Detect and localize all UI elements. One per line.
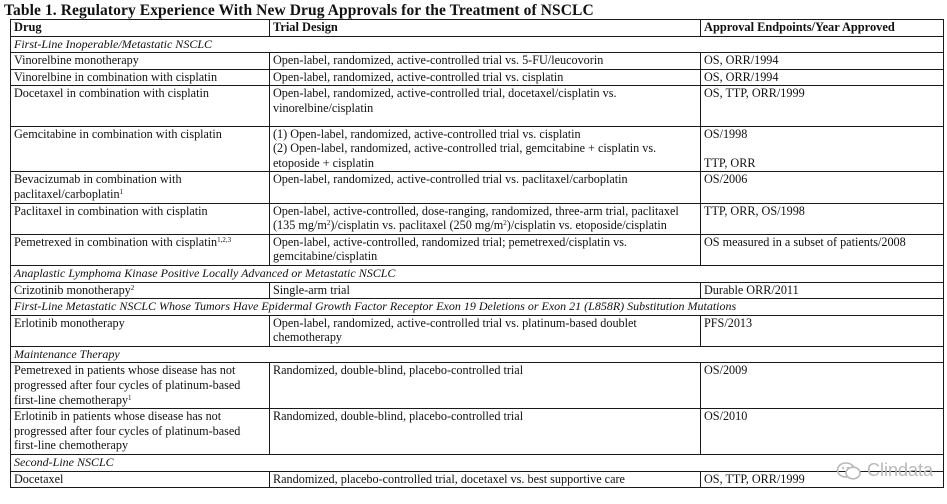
design-cell: Open-label, active-controlled, randomized trial; pemetrexed/cisplatin vs. gemcitabine/cisplatin [270,234,701,265]
approval-cell: OS, TTP, ORR/1999 [701,86,944,126]
footnote-marker: 2 [130,283,135,292]
header-drug: Drug [11,20,270,37]
design-cell: Open-label, randomized, active-controlled trial vs. paclitaxel/carboplatin [270,172,701,203]
design-text-c: )/cisplatin vs. etoposide/cisplatin [506,218,667,233]
approval-line-1: OS/1998 [704,126,748,141]
design-cell: Open-label, randomized, active-controlled trial vs. platinum-based doublet chemotherapy [270,315,701,346]
approval-line-2: TTP, ORR [704,155,756,170]
design-cell [270,126,701,172]
table-row [11,315,944,346]
footnote-marker: 1 [128,393,132,402]
table-row [11,363,944,409]
drug-cell: Vinorelbine monotherapy [11,53,270,70]
drug-cell: Erlotinib in patients whose disease has not progressed after four cycles of platinum-based first-line chemotherapy [11,409,270,455]
header-row [11,20,944,37]
header-trial-design: Trial Design [270,20,701,37]
drug-cell [11,282,270,299]
approval-cell: PFS/2013 [701,315,944,346]
design-cell [270,86,701,126]
section-egfr [11,299,944,316]
nsclc-approvals-table [10,19,944,488]
design-cell: Randomized, placebo-controlled trial, docetaxel vs. best supportive care [270,471,701,488]
table-row [11,69,944,86]
section-label: Second-Line NSCLC [11,455,944,472]
drug-text: Pemetrexed in patients whose disease has not progressed after four cycles of platinum-based first-line chemotherapy [14,363,241,407]
section-label: Anaplastic Lymphoma Kinase Positive Locally Advanced or Metastatic NSCLC [11,265,944,282]
approval-cell [701,126,944,172]
drug-cell [11,363,270,409]
table-row [11,172,944,203]
section-maintenance [11,346,944,363]
table-row [11,282,944,299]
section-second-line [11,455,944,472]
drug-text: Bevacizumab in combination with paclitaxel/carboplatin [14,172,182,201]
table-row [11,234,944,265]
design-cell: Single-arm trial [270,282,701,299]
chat-bubble-icon [836,461,862,481]
design-text-a: Open-label, active-controlled, dose-ranging, randomized, three-arm trial, paclitaxel (135 mg/m [273,203,679,233]
footnote-marker: 1,2,3 [217,235,232,244]
section-label: Maintenance Therapy [11,346,944,363]
design-line-1: (1) Open-label, randomized, active-controlled trial vs. cisplatin [273,126,581,141]
table-row [11,126,944,172]
design-line-2: (2) Open-label, randomized, active-controlled trial, gemcitabine + cisplatin vs. etoposide + cisplatin [273,141,657,170]
section-label: First-Line Inoperable/Metastatic NSCLC [11,36,944,53]
approval-cell: OS, ORR/1994 [701,69,944,86]
watermark [836,460,933,481]
table-row [11,203,944,234]
drug-cell: Docetaxel in combination with cisplatin [11,86,270,126]
design-cell: Open-label, randomized, active-controlled trial vs. 5-FU/leucovorin [270,53,701,70]
design-text-b: )/cisplatin vs. paclitaxel (250 mg/m [330,218,504,233]
approval-cell: OS/2009 [701,363,944,409]
table-row [11,471,944,488]
drug-cell: Erlotinib monotherapy [11,315,270,346]
table-row [11,53,944,70]
drug-cell: Paclitaxel in combination with cisplatin [11,203,270,234]
superscript: 2 [503,219,507,228]
approval-cell: TTP, ORR, OS/1998 [701,203,944,234]
header-approval: Approval Endpoints/Year Approved [701,20,944,37]
table-row [11,409,944,455]
design-cell: Open-label, randomized, active-controlled trial vs. cisplatin [270,69,701,86]
design-cell: Randomized, double-blind, placebo-controlled trial [270,363,701,409]
section-alk [11,265,944,282]
section-label: First-Line Metastatic NSCLC Whose Tumors Have Epidermal Growth Factor Receptor Exon 19 Deletions or Exon 21 (L858R) Substitution Mutations [11,299,944,316]
drug-cell: Docetaxel [11,471,270,488]
drug-cell [11,234,270,265]
drug-cell: Vinorelbine in combination with cisplatin [11,69,270,86]
footnote-marker: 1 [119,187,124,196]
drug-cell [11,172,270,203]
approval-cell: OS, ORR/1994 [701,53,944,70]
approval-cell: OS measured in a subset of patients/2008 [701,234,944,265]
approval-cell: Durable ORR/2011 [701,282,944,299]
table-row [11,86,944,126]
drug-text: Crizotinib monotherapy [14,282,131,297]
drug-text: Pemetrexed in combination with cisplatin [14,234,218,249]
design-cell [270,203,701,234]
design-text: Open-label, randomized, active-controlled trial, docetaxel/cisplatin vs. vinorelbine/cisplatin [273,86,617,115]
approval-cell: OS/2006 [701,172,944,203]
table-title: Table 1. Regulatory Experience With New Drug Approvals for the Treatment of NSCLC [4,2,594,19]
watermark-text: Clindata [866,460,933,480]
design-cell: Randomized, double-blind, placebo-controlled trial [270,409,701,455]
approval-cell: OS/2010 [701,409,944,455]
approval-cell: OS, TTP, ORR/1999 [701,471,944,488]
section-first-line [11,36,944,53]
superscript: 2 [326,219,331,228]
drug-cell: Gemcitabine in combination with cisplatin [11,126,270,172]
